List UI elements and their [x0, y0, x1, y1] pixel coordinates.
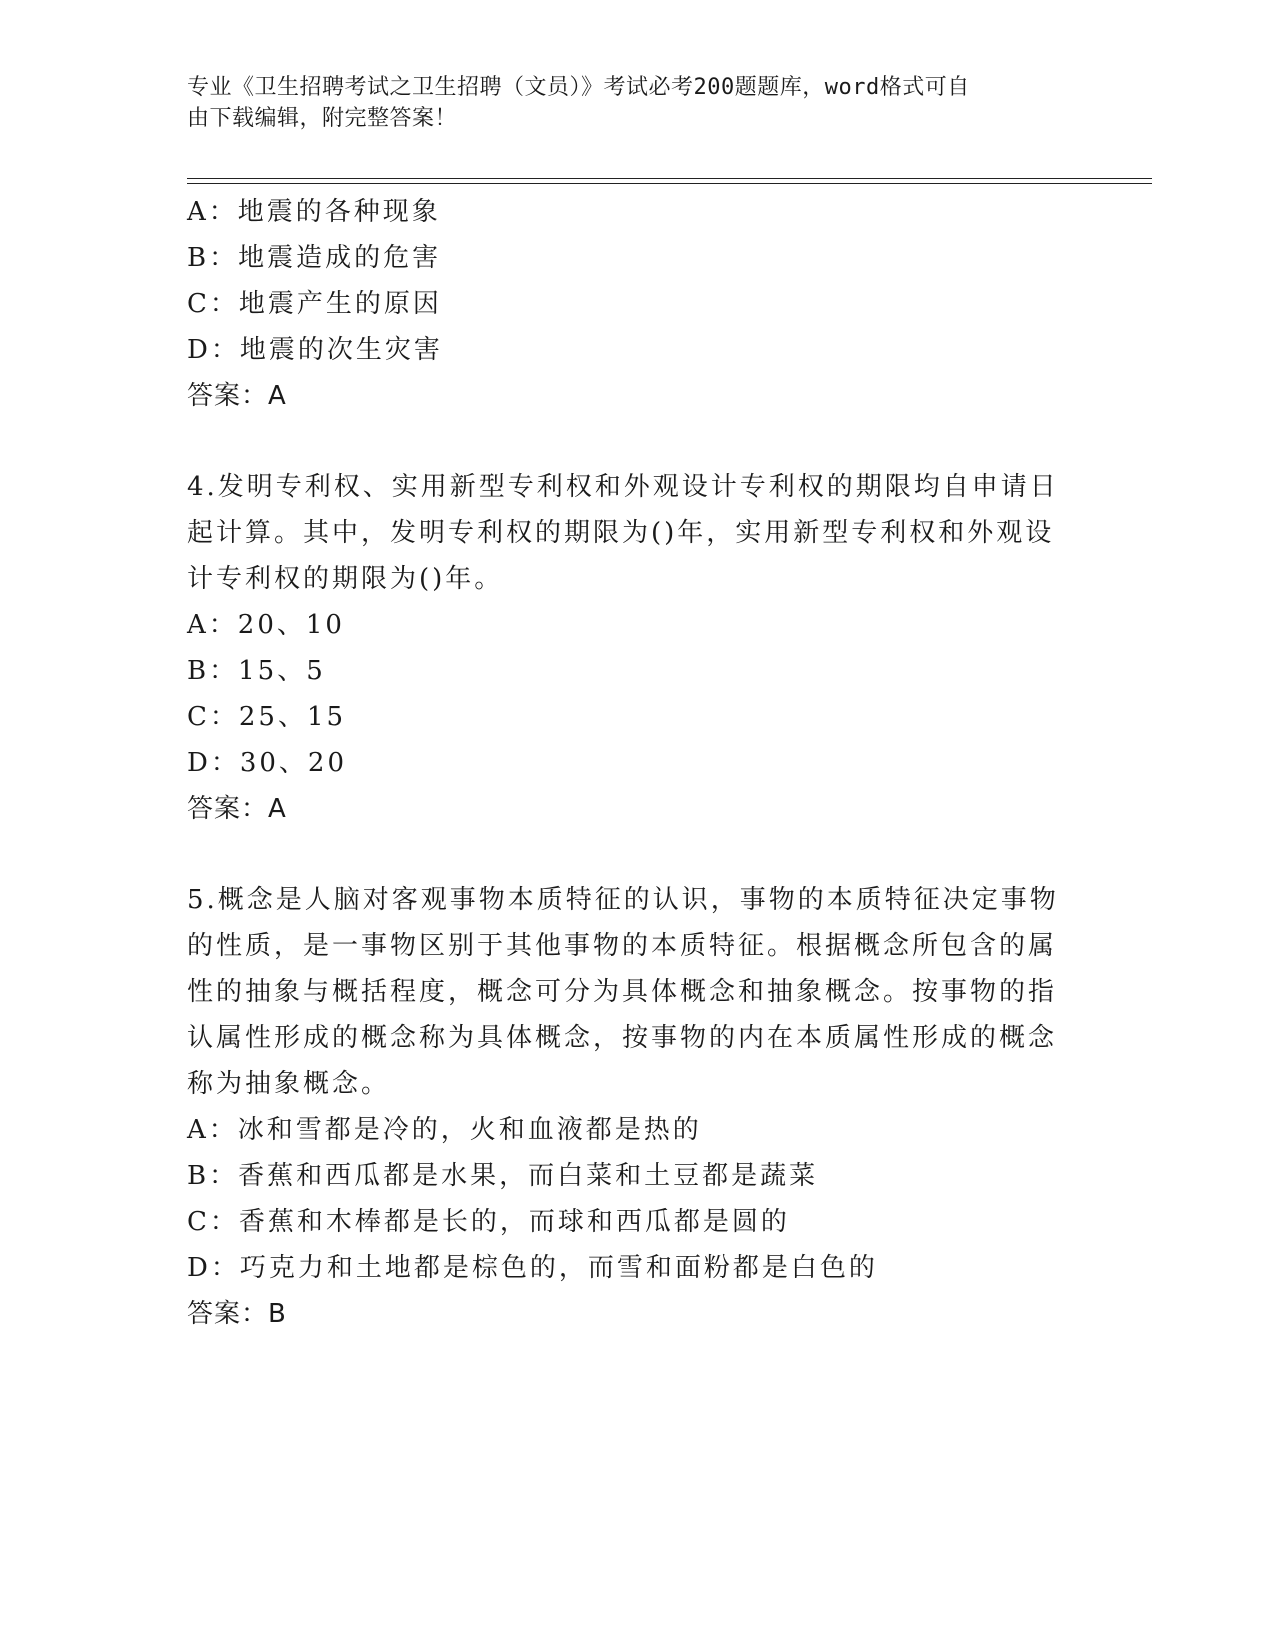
q5-option-b: B：香蕉和西瓜都是水果，而白菜和土豆都是蔬菜: [187, 1161, 819, 1191]
q5-stem-line-2: 的性质，是一事物区别于其他事物的本质特征。根据概念所包含的属: [187, 931, 1058, 961]
q3-answer: 答案：A: [187, 381, 287, 411]
q3-option-a: A：地震的各种现象: [187, 197, 441, 227]
q4-option-c: C：25、15: [187, 702, 347, 732]
q5-stem-line-4: 认属性形成的概念称为具体概念，按事物的内在本质属性形成的概念: [187, 1023, 1058, 1053]
q4-stem-line-1: 4.发明专利权、实用新型专利权和外观设计专利权的期限均自申请日: [187, 472, 1059, 502]
document-header: [187, 72, 1067, 134]
q4-option-b: B：15、5: [187, 656, 326, 686]
question-content: [187, 189, 1067, 1337]
q3-option-d: D：地震的次生灾害: [187, 335, 443, 365]
q4-option-a: A：20、10: [187, 610, 345, 640]
question-5: [187, 877, 1067, 1337]
q5-option-a: A：冰和雪都是冷的，火和血液都是热的: [187, 1115, 702, 1145]
question-4: [187, 464, 1067, 832]
q5-stem-line-1: 5.概念是人脑对客观事物本质特征的认识，事物的本质特征决定事物: [187, 885, 1059, 915]
q4-option-d: D：30、20: [187, 748, 348, 778]
question-3: [187, 189, 1067, 419]
q3-option-b: B：地震造成的危害: [187, 243, 442, 273]
q5-option-d: D：巧克力和土地都是棕色的，而雪和面粉都是白色的: [187, 1253, 878, 1283]
q4-stem-line-3: 计专利权的期限为()年。: [187, 564, 504, 594]
q5-stem-line-3: 性的抽象与概括程度，概念可分为具体概念和抽象概念。按事物的指: [187, 977, 1058, 1007]
q5-answer: 答案：B: [187, 1299, 287, 1329]
spacer: [187, 832, 1067, 877]
header-rule-bottom: [187, 183, 1152, 184]
q3-option-c: C：地震产生的原因: [187, 289, 442, 319]
q4-answer: 答案：A: [187, 794, 287, 824]
q4-stem-line-2: 起计算。其中，发明专利权的期限为()年，实用新型专利权和外观设: [187, 518, 1055, 548]
header-line-2: 由下载编辑，附完整答案！: [187, 106, 458, 131]
q5-stem-line-5: 称为抽象概念。: [187, 1069, 391, 1099]
header-line-1: 专业《卫生招聘考试之卫生招聘（文员）》考试必考200题题库，word格式可自: [187, 75, 970, 100]
q5-option-c: C：香蕉和木棒都是长的，而球和西瓜都是圆的: [187, 1207, 790, 1237]
header-rule-top: [187, 178, 1152, 179]
spacer: [187, 419, 1067, 464]
